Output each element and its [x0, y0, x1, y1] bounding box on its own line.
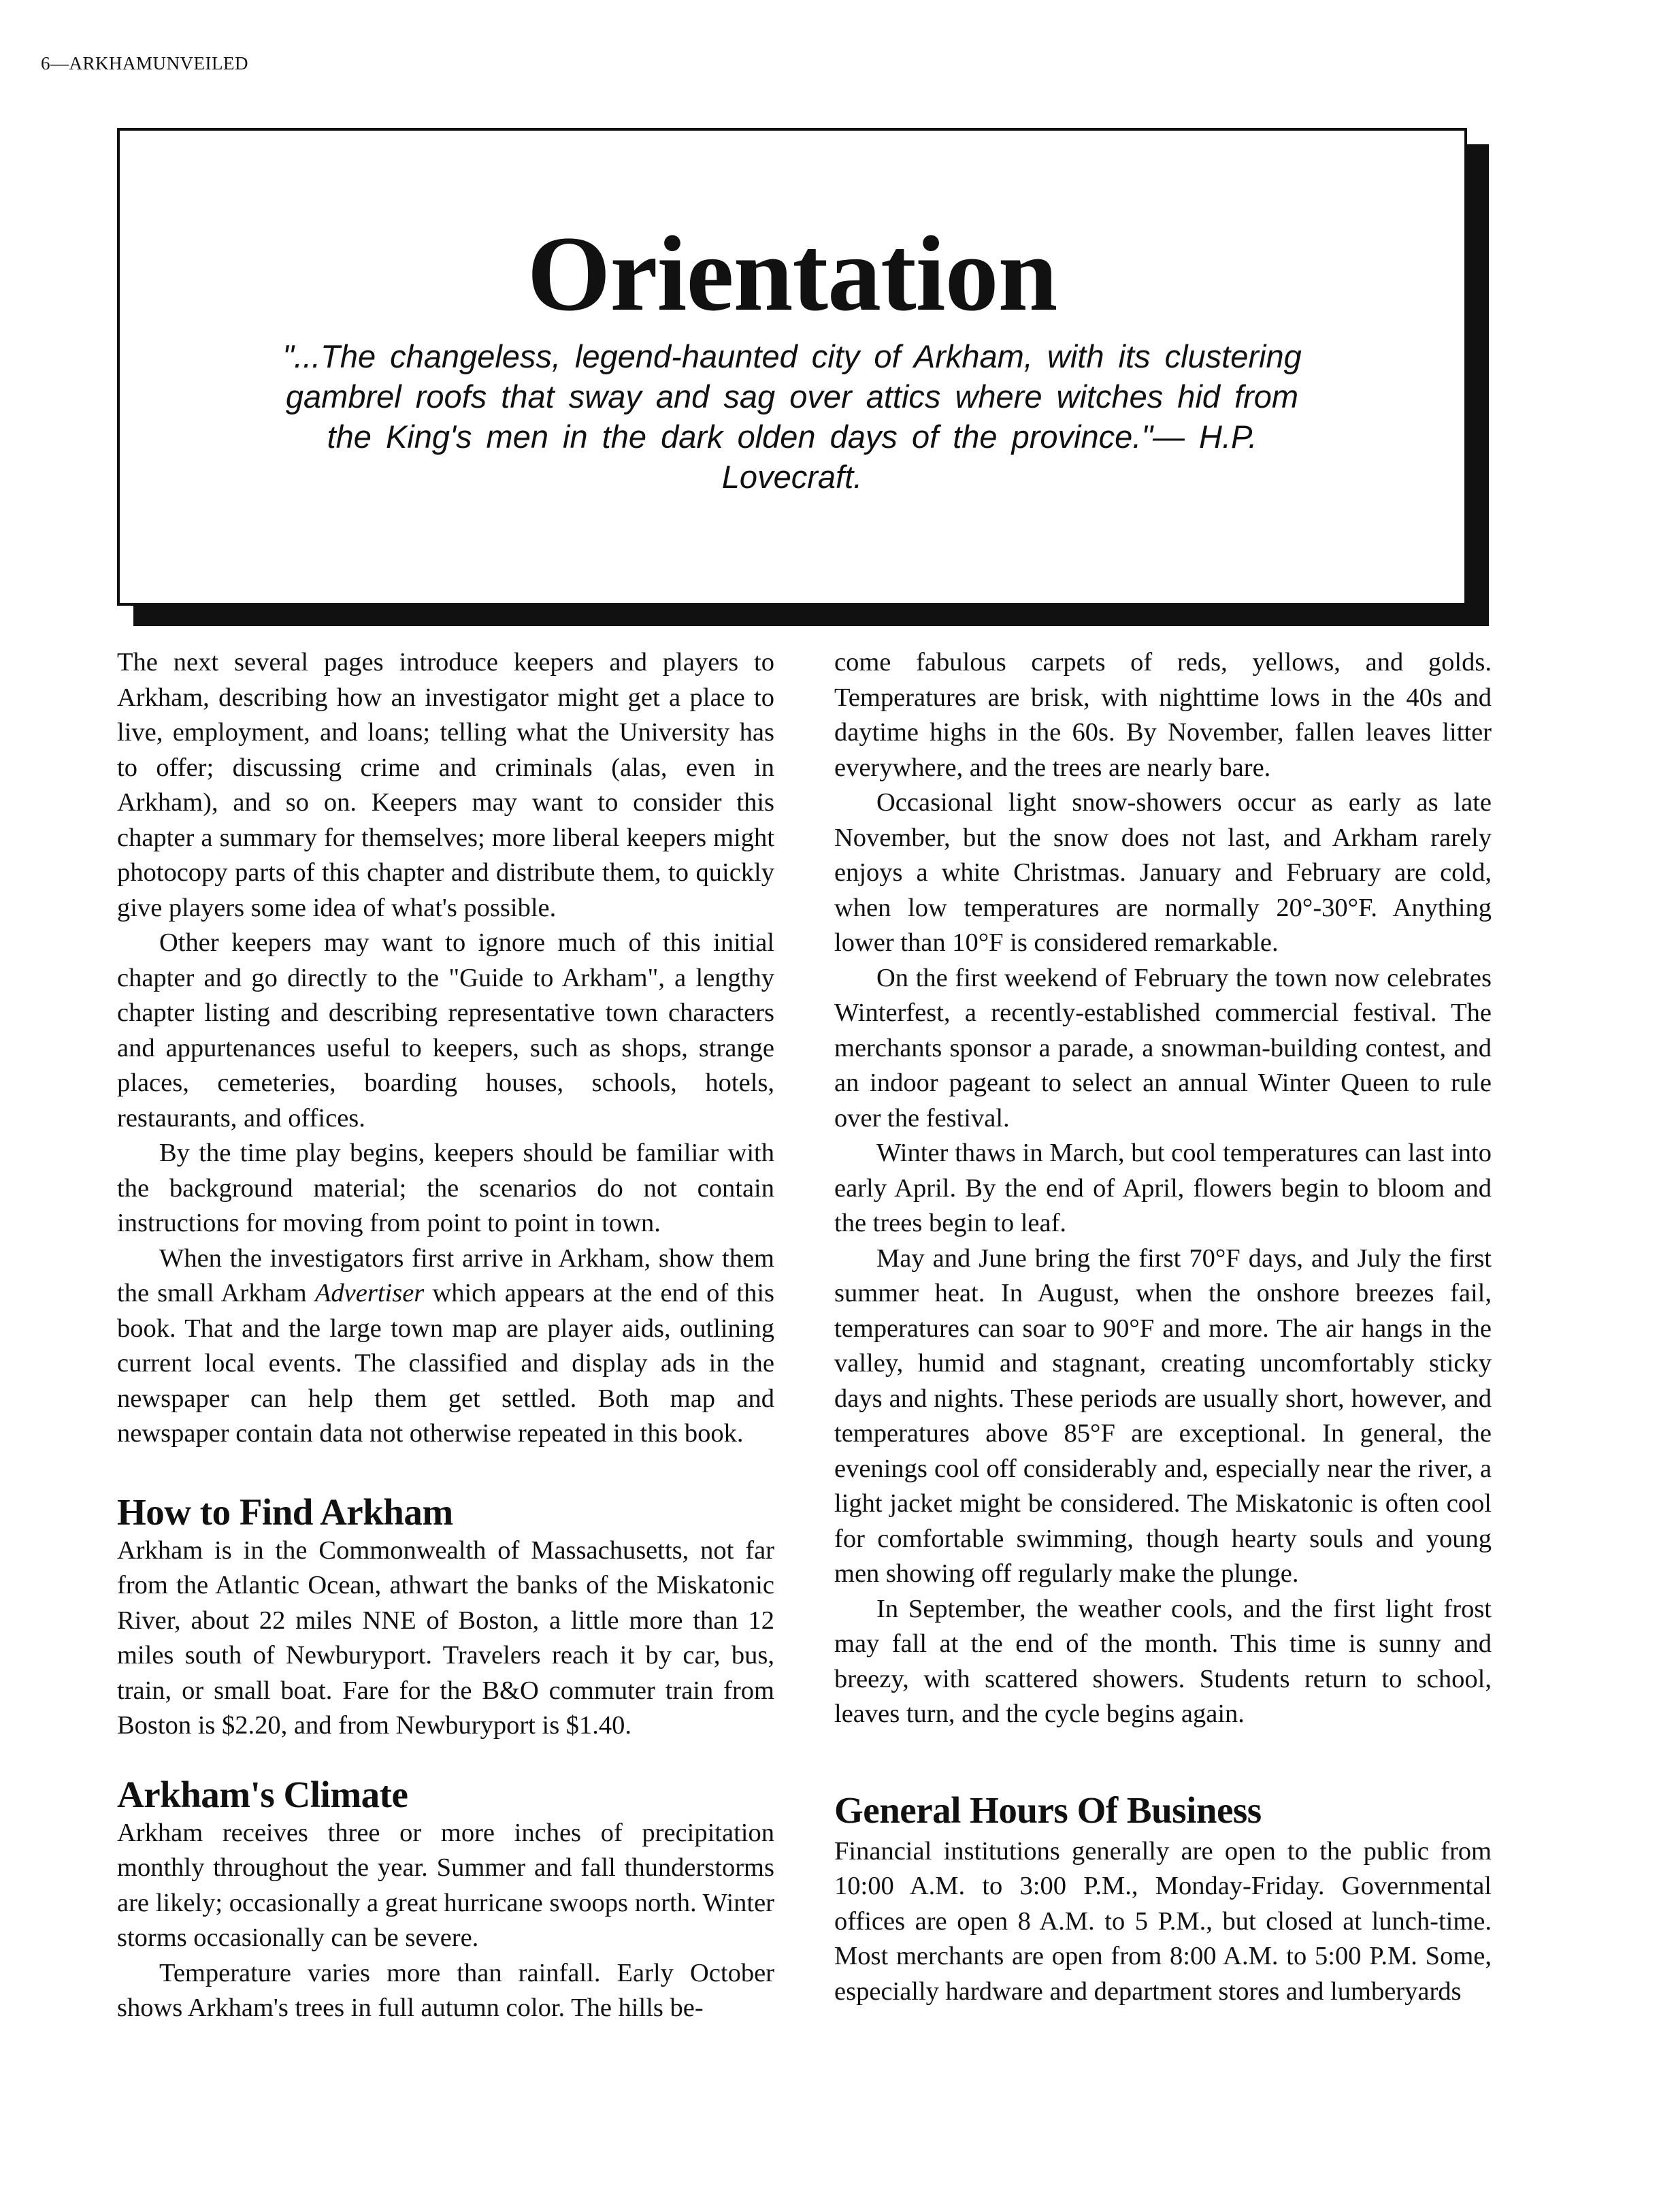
- heading-general-hours-of-business: General Hours Of Business: [834, 1789, 1262, 1831]
- heading-how-to-find-arkham: How to Find Arkham: [117, 1491, 453, 1533]
- hours-paragraph-1: Financial institutions generally are open to the public from 10:00 A.M. to 3:00 P.M., Monday-Friday. Governmental offices are open 8 A.M. to 5 P.M., but closed at lunch-time. Most merchants are open from 8:00 A.M. to 5:00 P.M. Some, especially hardware and department stores and lumberyards: [834, 1836, 1492, 2006]
- intro-paragraph-3: By the time play begins, keepers should be familiar with the background material; the scenarios do not contain instructions for moving from point to point in town.: [117, 1139, 774, 1237]
- epigraph-quote: "...The changeless, legend-haunted city of Arkham, with its clustering gambrel roofs that sway and sag over attics where witches hid from the King's men in the dark olden days of the province."— H.P. Lovecraft.: [282, 338, 1302, 495]
- chapter-title: Orientation: [527, 214, 1057, 334]
- find-paragraph-1: Arkham is in the Commonwealth of Massachusetts, not far from the Atlantic Ocean, athwart the banks of the Miskatonic River, about 22 miles NNE of Boston, a little more than 12 miles south of Newburyport. Travelers reach it by car, bus, train, or small boat. Fare for the B&O commuter train from Boston is $2.20, and from Newburyport is $1.40.: [117, 1535, 774, 1740]
- intro-paragraph-4-start: When the investigators first arrive in Arkham, show them the small Arkham: [117, 1243, 774, 1307]
- climate-paragraph-5: Winter thaws in March, but cool temperatures can last into early April. By the end of April, flowers begin to bloom and the trees begin to leaf.: [834, 1139, 1492, 1237]
- intro-paragraph-4-end: which appears at the end of this book. That and the large town map are player aids, outlining current local events. The classified and display ads in the newspaper can help them get settled. Both map and newspaper contain data not otherwise repeated in this book.: [117, 1279, 775, 1448]
- intro-paragraph-4: [117, 1241, 774, 1452]
- climate-paragraph-2: Temperature varies more than rainfall. Early October shows Arkham's trees in full autumn color. The hills be-: [117, 1958, 774, 2022]
- heading-arkhams-climate: Arkham's Climate: [117, 1773, 408, 1815]
- climate-paragraph-3: Occasional light snow-showers occur as early as late November, but the snow does not last, and Arkham rarely enjoys a white Christmas. January and February are cold, when low temperatures are normally 20°-30°F. Anything lower than 10°F is considered remarkable.: [834, 788, 1492, 957]
- climate-paragraph-2-continued: come fabulous carpets of reds, yellows, and golds. Temperatures are brisk, with nighttime lows in the 40s and daytime highs in the 60s. By November, fallen leaves litter everywhere, and the trees are nearly bare.: [834, 648, 1492, 782]
- title-box-shadow-bottom: [133, 606, 1489, 626]
- intro-paragraph-2: Other keepers may want to ignore much of this initial chapter and go directly to the "Guide to Arkham", a lengthy chapter listing and describing representative town characters and appurtenances useful to keepers, such as shops, strange places, cemeteries, boarding houses, schools, hotels, restaurants, and offices.: [117, 928, 774, 1133]
- climate-paragraph-4: On the first weekend of February the town now celebrates Winterfest, a recently-established commercial festival. The merchants sponsor a parade, a snowman-building contest, and an indoor pageant to select an annual Winter Queen to rule over the festival.: [834, 963, 1492, 1133]
- right-column: [834, 645, 1492, 2009]
- running-head: 6—ARKHAMUNVEILED: [41, 53, 248, 74]
- advertiser-title: Advertiser: [314, 1279, 425, 1307]
- title-box: [117, 128, 1467, 606]
- left-column: [117, 645, 774, 2026]
- climate-paragraph-1: Arkham receives three or more inches of precipitation monthly throughout the year. Summer and fall thunderstorms are likely; occasionally a great hurricane swoops north. Winter storms occasionally can be severe.: [117, 1818, 774, 1952]
- intro-paragraph-1: The next several pages introduce keepers and players to Arkham, describing how an investigator might get a place to live, employment, and loans; telling what the University has to offer; discussing crime and criminals (alas, even in Arkham), and so on. Keepers may want to consider this chapter a summary for themselves; more liberal keepers might photocopy parts of this chapter and distribute them, to quickly give players some idea of what's possible.: [117, 648, 774, 922]
- climate-paragraph-7: In September, the weather cools, and the first light frost may fall at the end of the month. This time is sunny and breezy, with scattered showers. Students return to school, leaves turn, and the cycle begins again.: [834, 1594, 1492, 1728]
- title-box-shadow-right: [1467, 144, 1489, 626]
- climate-paragraph-6: May and June bring the first 70°F days, and July the first summer heat. In August, when the onshore breezes fail, temperatures can soar to 90°F and more. The air hangs in the valley, humid and stagnant, creating uncomfortably sticky days and nights. These periods are usually short, however, and temperatures above 85°F are exceptional. In general, the evenings cool off considerably and, especially near the river, a light jacket might be considered. The Miskatonic is often cool for comfortable swimming, though hearty souls and young men showing off regularly make the plunge.: [834, 1243, 1492, 1588]
